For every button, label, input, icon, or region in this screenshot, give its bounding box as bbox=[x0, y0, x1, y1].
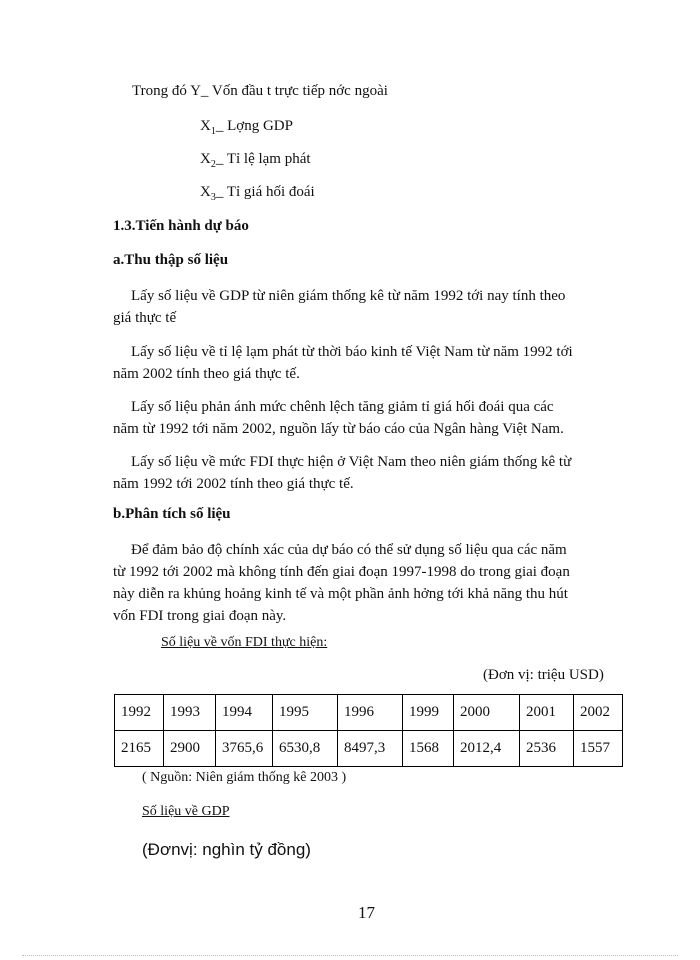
footer-divider bbox=[22, 955, 678, 956]
value-cell: 1557 bbox=[574, 731, 623, 767]
value-cell: 3765,6 bbox=[216, 731, 273, 767]
page-number: 17 bbox=[358, 903, 375, 922]
definition-intro: Trong đó Y_ Vốn đầu t trực tiếp nớc ngoài bbox=[132, 83, 388, 99]
year-cell: 1992 bbox=[115, 695, 164, 731]
table-row-values bbox=[115, 731, 623, 767]
gdp-unit: (Đơnvị: nghìn tỷ đồng) bbox=[142, 840, 311, 859]
definition-x3: $X_3\_$ Tỉ giá hối đoái bbox=[200, 184, 315, 203]
year-cell: 1996 bbox=[338, 695, 403, 731]
value-cell: 2012,4 bbox=[454, 731, 520, 767]
value-cell: 8497,3 bbox=[338, 731, 403, 767]
value-cell: 6530,8 bbox=[273, 731, 338, 767]
section-heading-1-3: 1.3.Tiến hành dự báo bbox=[113, 218, 249, 234]
year-cell: 2001 bbox=[520, 695, 574, 731]
fdi-table bbox=[114, 694, 623, 767]
paragraph-analysis: Để đảm bảo độ chính xác của dự báo có thể sử dụng số liệu qua các năm từ 1992 tới 2002 mà không tính đến giai đoạn 1997-1998 do trong giai đoạn này diễn ra khủng hoảng kinh tế và một phần ảnh hởng tới khả năng thu hút vốn FDI trong giai đoạn này. bbox=[113, 542, 570, 624]
gdp-section-title: Số liệu về GDP bbox=[142, 804, 230, 819]
table-row-years bbox=[115, 695, 623, 731]
subsection-heading-a: a.Thu thập số liệu bbox=[113, 252, 229, 268]
definition-x1: $X_1\_$ Lợng GDP bbox=[200, 118, 293, 137]
value-cell: 2165 bbox=[115, 731, 164, 767]
paragraph-exchange-rate-source: Lấy số liệu phản ánh mức chênh lệch tăng giảm tỉ giá hối đoái qua các năm từ 1992 tới năm 2002, nguồn lấy từ báo cáo của Ngân hàng Việt Nam. bbox=[113, 399, 564, 437]
paragraph-gdp-source: Lấy số liệu về GDP từ niên giám thống kê từ năm 1992 tới nay tính theo giá thực tế bbox=[113, 288, 566, 326]
subsection-heading-b: b.Phân tích số liệu bbox=[113, 506, 231, 522]
year-cell: 2002 bbox=[574, 695, 623, 731]
value-cell: 1568 bbox=[403, 731, 454, 767]
fdi-table-unit: (Đơn vị: triệu USD) bbox=[483, 667, 604, 683]
fdi-table-title: Số liệu về vốn FDI thực hiện: bbox=[161, 635, 328, 650]
paragraph-inflation-source: Lấy số liệu về tỉ lệ lạm phát từ thời báo kinh tế Việt Nam từ năm 1992 tới năm 2002 tính theo giá thực tế. bbox=[113, 344, 573, 382]
fdi-source-note: ( Nguồn: Niên giám thống kê 2003 ) bbox=[142, 770, 347, 785]
year-cell: 1995 bbox=[273, 695, 338, 731]
year-cell: 1999 bbox=[403, 695, 454, 731]
value-cell: 2536 bbox=[520, 731, 574, 767]
year-cell: 1993 bbox=[164, 695, 216, 731]
paragraph-fdi-source: Lấy số liệu về mức FDI thực hiện ở Việt Nam theo niên giám thống kê từ năm 1992 tới 2002 tính theo giá thực tế. bbox=[113, 454, 572, 492]
year-cell: 1994 bbox=[216, 695, 273, 731]
year-cell: 2000 bbox=[454, 695, 520, 731]
value-cell: 2900 bbox=[164, 731, 216, 767]
definition-x2: $X_2\_$ Tỉ lệ lạm phát bbox=[200, 151, 311, 170]
